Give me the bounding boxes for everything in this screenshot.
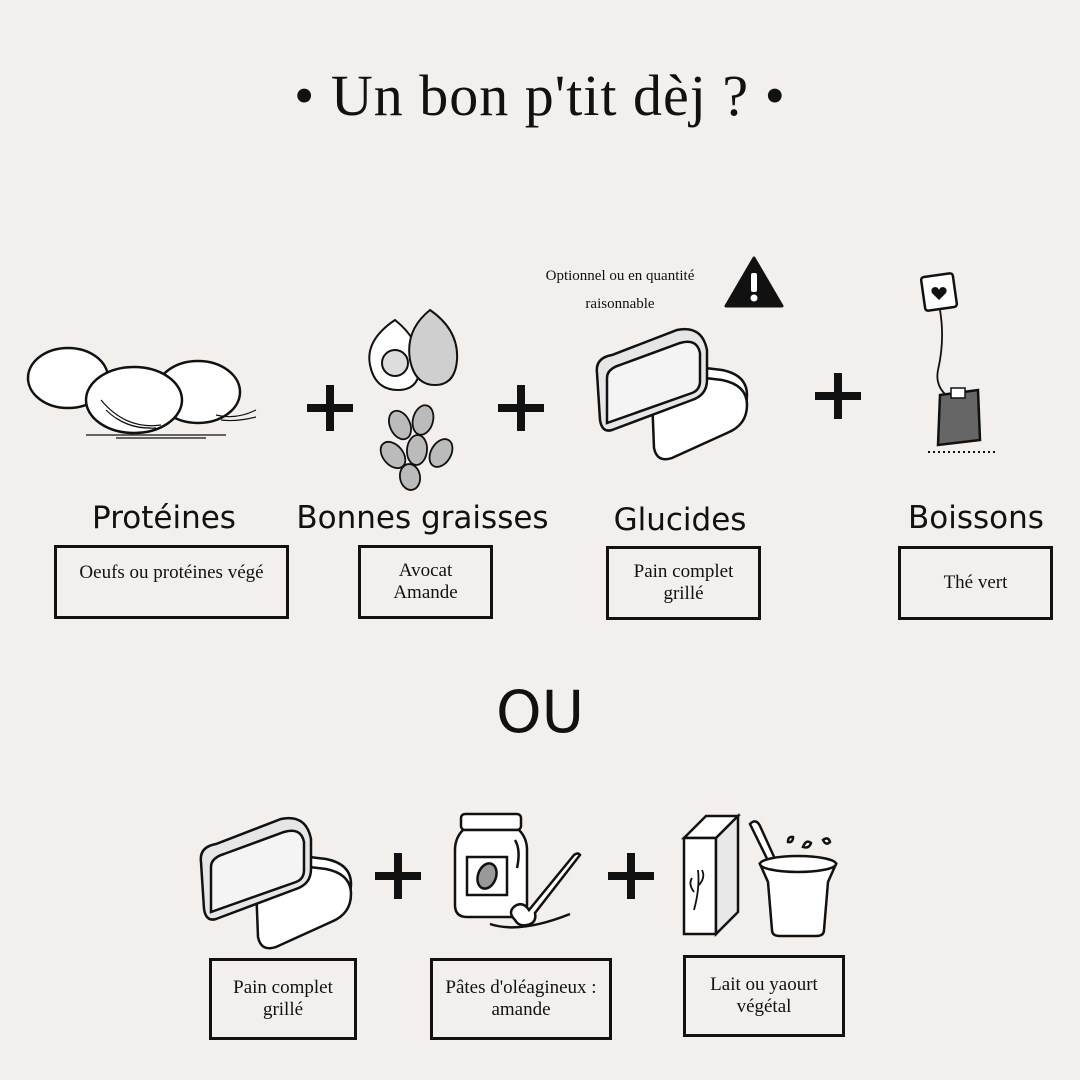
plus-icon [815,373,861,419]
warning-note: Optionnel ou en quantité raisonnable [545,268,695,312]
page-title: • Un bon p'tit dèj ? • [294,63,786,128]
description-box-proteines: Oeufs ou protéines végé [54,545,289,619]
category-bonnes-graisses: Bonnes graisses [296,500,549,536]
category-glucides: Glucides [613,502,747,538]
plus-icon [307,385,353,431]
description-box-glucides: Pain complet grillé [606,546,761,620]
toast-icon [592,328,752,453]
description-box-boissons: Thé vert [898,546,1053,620]
description-box-bonnes-graisses: Avocat Amande [358,545,493,619]
tea-bag-icon [918,270,998,460]
toast-icon [196,817,356,942]
milk-yogurt-icon [678,812,843,940]
nut-butter-jar-icon [455,812,580,937]
description-box-pates-oleagineux: Pâtes d'oléagineux : amande [430,958,612,1040]
avocado-almonds-icon [365,305,465,490]
plus-icon [375,853,421,899]
plus-icon [608,853,654,899]
category-boissons: Boissons [908,500,1044,536]
separator-ou: OU [495,678,585,746]
category-proteines: Protéines [92,500,236,536]
warning-icon [724,256,784,308]
description-box-lait-yaourt: Lait ou yaourt végétal [683,955,845,1037]
eggs-icon [26,340,266,440]
plus-icon [498,385,544,431]
description-box-pain: Pain complet grillé [209,958,357,1040]
